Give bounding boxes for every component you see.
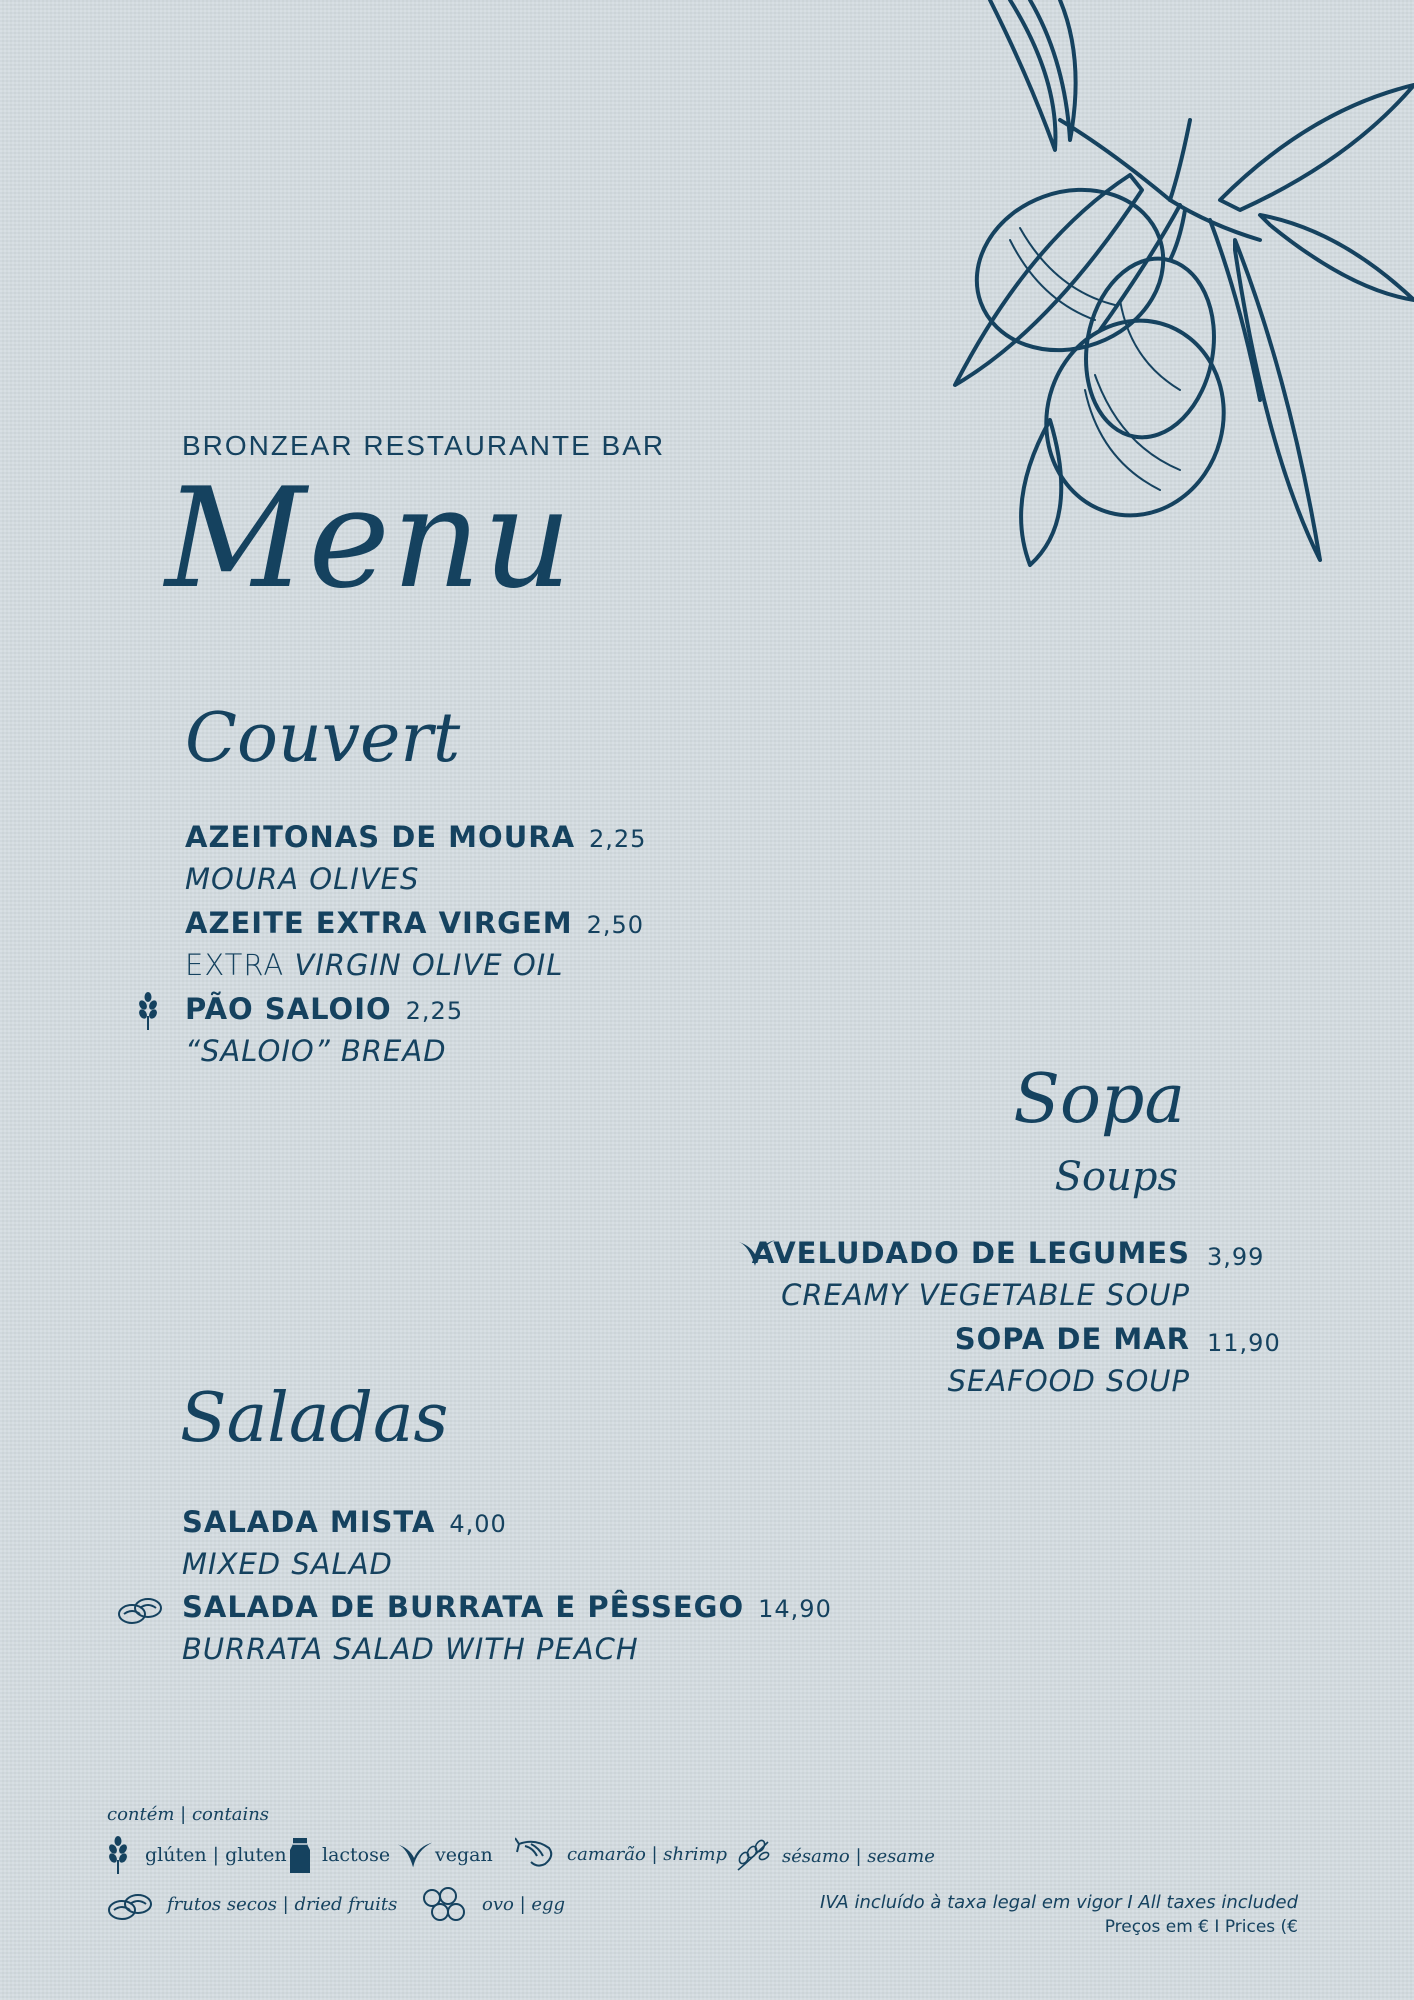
section-title-saladas: Saladas xyxy=(180,1379,449,1458)
item-description: CREAMY VEGETABLE SOUP xyxy=(781,1278,1190,1312)
item-description: BURRATA SALAD WITH PEACH xyxy=(182,1632,639,1666)
section-subtitle-soups: Soups xyxy=(1054,1154,1178,1200)
dried-fruits-icon xyxy=(116,1596,164,1626)
item-description-italic: VIRGIN OLIVE OIL xyxy=(294,948,564,982)
sesame-icon xyxy=(734,1838,772,1872)
legend-dried-fruits: frutos secos | dried fruits xyxy=(167,1894,398,1915)
legend-shrimp: camarão | shrimp xyxy=(567,1844,728,1865)
item-price: 2,25 xyxy=(589,825,647,853)
item-name: AZEITONAS DE MOURA xyxy=(185,820,576,854)
item-description: SEAFOOD SOUP xyxy=(947,1364,1190,1398)
wheat-icon xyxy=(136,992,160,1030)
item-price: 3,99 xyxy=(1207,1243,1265,1271)
item-description: MOURA OLIVES xyxy=(185,862,420,896)
taxes-note xyxy=(700,1892,1298,1913)
section-title-couvert: Couvert xyxy=(185,699,461,778)
restaurant-name: BRONZEAR RESTAURANTE BAR xyxy=(182,430,666,461)
legend-lactose: lactose xyxy=(322,1844,391,1866)
prices-note: Preços em € I Prices (€ xyxy=(1104,1917,1298,1937)
item-name: AVELUDADO DE LEGUMES xyxy=(751,1236,1190,1270)
legend-sesame: sésamo | sesame xyxy=(782,1846,935,1867)
item-name: SOPA DE MAR xyxy=(954,1322,1190,1356)
egg-icon xyxy=(418,1886,468,1924)
menu-item xyxy=(680,1322,1190,1356)
olive-branch-illustration xyxy=(880,0,1414,580)
taxes-note-text: IVA incluído à taxa legal em vigor I All taxes included xyxy=(820,1892,1298,1913)
menu-item xyxy=(185,820,646,854)
legend-heading: contém | contains xyxy=(107,1804,270,1825)
item-price: 4,00 xyxy=(449,1510,507,1538)
dried-fruits-legend-icon xyxy=(106,1892,154,1922)
menu-item xyxy=(185,906,644,940)
menu-item xyxy=(182,1590,832,1624)
item-price: 14,90 xyxy=(758,1595,832,1623)
lactose-icon xyxy=(289,1836,311,1874)
item-price: 2,50 xyxy=(586,911,645,939)
menu-title: Menu xyxy=(165,458,574,619)
item-price: 2,25 xyxy=(405,997,464,1025)
shrimp-icon xyxy=(515,1836,557,1870)
legend-vegan: vegan xyxy=(435,1844,493,1866)
item-description-plain: EXTRA xyxy=(185,948,285,982)
item-description: MIXED SALAD xyxy=(182,1547,393,1581)
gluten-icon xyxy=(106,1836,130,1874)
menu-item xyxy=(182,1505,507,1539)
section-title-sopa: Sopa xyxy=(1013,1060,1185,1139)
item-name: SALADA DE BURRATA E PÊSSEGO xyxy=(182,1590,745,1624)
legend-egg: ovo | egg xyxy=(482,1894,566,1915)
item-description xyxy=(185,948,563,982)
item-name: PÃO SALOIO xyxy=(185,992,392,1026)
legend-gluten: glúten | gluten xyxy=(145,1844,287,1866)
item-price: 11,90 xyxy=(1207,1329,1281,1357)
item-description: “SALOIO” BREAD xyxy=(185,1034,447,1068)
menu-item xyxy=(185,992,463,1026)
vegan-icon xyxy=(396,1838,434,1872)
item-name: SALADA MISTA xyxy=(182,1505,436,1539)
item-name: AZEITE EXTRA VIRGEM xyxy=(185,906,573,940)
menu-item xyxy=(680,1236,1190,1270)
